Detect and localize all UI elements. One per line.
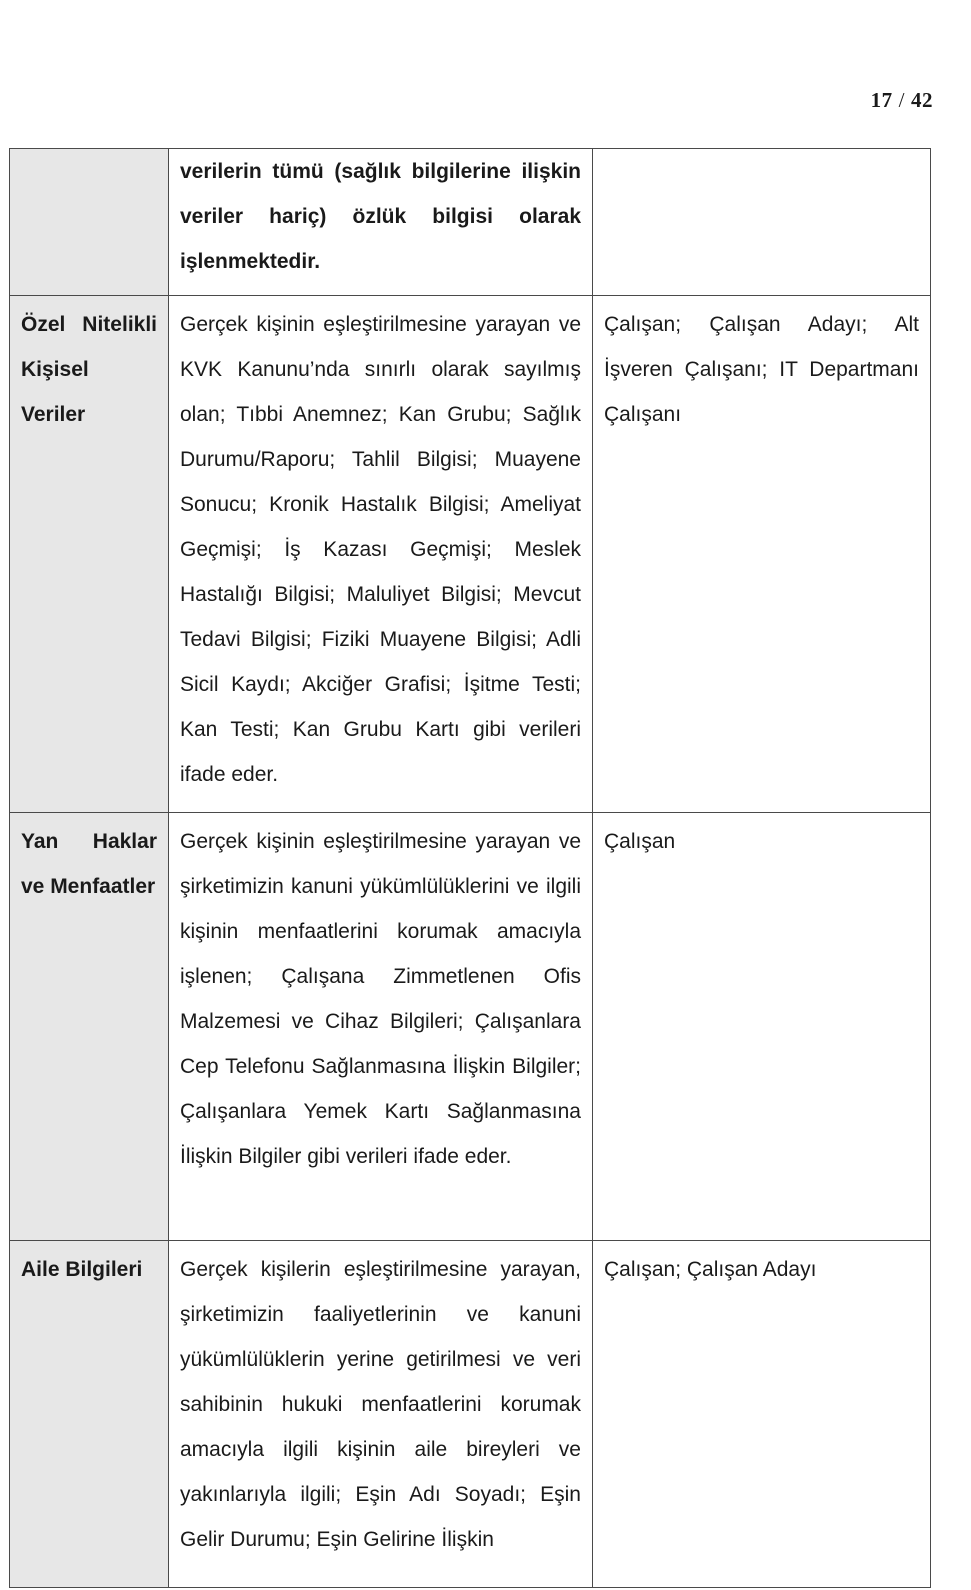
data-subjects-cell: Çalışan [593,813,931,1241]
description-cell: Gerçek kişinin eşleştirilmesine yarayan ve KVK Kanunu’nda sınırlı olarak sayılmış olan; Tıbbi Anemnez; Kan Grubu; Sağlık Durumu/Raporu; Tahlil Bilgisi; Muayene Sonucu; Kronik Hastalık Bilgisi; Ameliyat Geçmişi; İş Kazası Geçmişi; Meslek Hastalığı Bilgisi; Maluliyet Bilgisi; Mevcut Tedavi Bilgisi; Fiziki Muayene Bilgisi; Adli Sicil Kaydı; Akciğer Grafisi; İşitme Testi; Kan Testi; Kan Grubu Kartı gibi verileri ifade eder. [169,296,593,813]
data-subjects-cell [593,1241,931,1588]
category-cell: Özel Nitelikli Kişisel Veriler [10,296,169,813]
data-subjects-cell: Çalışan; Çalışan Adayı; Alt İşveren Çalışanı; IT Departmanı Çalışanı [593,296,931,813]
table-row [10,149,931,296]
category-cell: Yan Haklar ve Menfaatler [10,813,169,1241]
data-subjects-cell [593,149,931,296]
category-cell [10,149,169,296]
table-row [10,1241,931,1588]
table-row [10,296,931,813]
table-row [10,813,931,1241]
category-text: Aile Bilgileri [21,1258,143,1281]
data-subjects-text: Çalışan; Çalışan Adayı [604,1258,817,1281]
page-number [871,88,933,113]
description-text: Gerçek kişilerin eşleştirilmesine yarayan, şirketimizin faaliyetlerinin ve kanuni yükümlülüklerin yerine getirilmesi ve veri sahibinin hukuki menfaatlerini korumak amacıyla ilgili kişinin aile bireyleri ve yakınlarıyla ilgili; Eşin Adı Soyadı; Eşin Gelir Durumu; Eşin Gelirine İlişkin [180,1258,581,1551]
description-cell [169,1241,593,1588]
page-separator: / [898,88,905,112]
category-cell [10,1241,169,1588]
page-current: 17 [870,88,893,112]
page-total: 42 [911,88,933,112]
description-cell: Gerçek kişinin eşleştirilmesine yarayan ve şirketimizin kanuni yükümlülüklerini ve ilgili kişinin menfaatlerini korumak amacıyla işlenen; Çalışana Zimmetlenen Ofis Malzemesi ve Cihaz Bilgileri; Çalışanlara Cep Telefonu Sağlanmasına İlişkin Bilgiler; Çalışanlara Yemek Kartı Sağlanmasına İlişkin Bilgiler gibi verileri ifade eder. [169,813,593,1241]
description-cell: verilerin tümü (sağlık bilgilerine ilişkin veriler hariç) özlük bilgisi olarak işlenmektedir. [169,149,593,296]
personal-data-table [9,148,931,1588]
